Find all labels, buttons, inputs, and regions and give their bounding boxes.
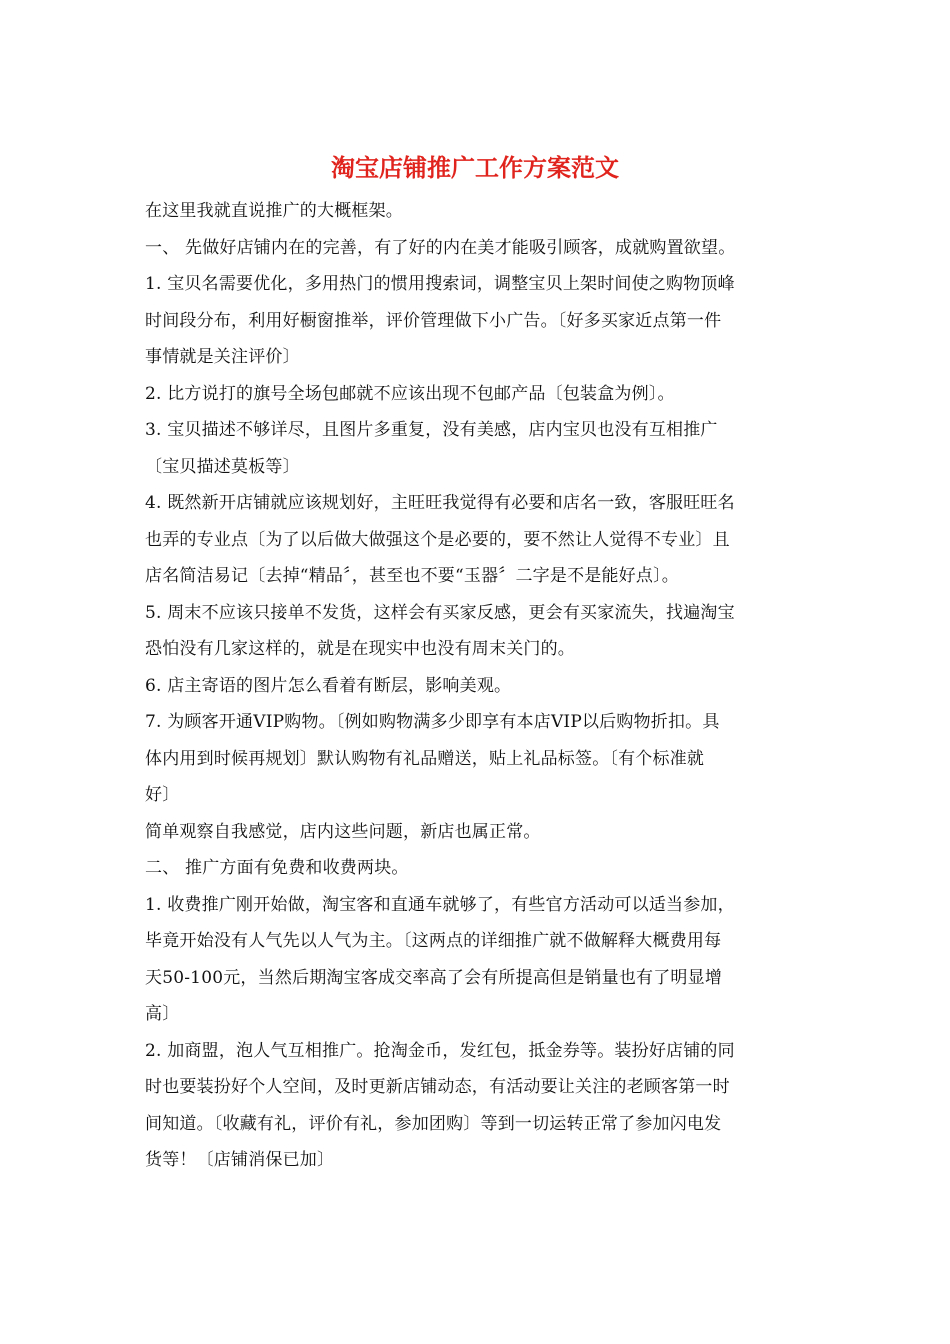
paragraph-line: 2. 加商盟，泡人气互相推广。抢淘金币，发红包，抵金券等。装扮好店铺的同 [145, 1040, 735, 1061]
paragraph-line: 毕竟开始没有人气先以人气为主。〔这两点的详细推广就不做解释大概费用每 [145, 931, 722, 951]
paragraph-line: 间知道。〔收藏有礼，评价有礼，参加团购〕等到一切运转正常了参加闪电发 [145, 1113, 722, 1134]
paragraph-line: 高〕 [145, 1004, 180, 1024]
paragraph-line: 货等！〔店铺消保已加〕 [145, 1150, 335, 1170]
paragraph-line: 〔宝贝描述莫板等〕 [145, 456, 300, 477]
paragraph-line: 也弄的专业点〔为了以后做大做强这个是必要的，要不然让人觉得不专业〕且 [145, 529, 730, 550]
paragraph-line: 在这里我就直说推广的大概框架。 [145, 201, 403, 221]
paragraph-line: 恐怕没有几家这样的，就是在现实中也没有周末关门的。 [145, 639, 575, 659]
document-title: 淘宝店铺推广工作方案范文 [331, 154, 619, 182]
paragraph-line: 店名简洁易记〔去掉“精品〞，甚至也不要“玉器〞二字是不是能好点〕。 [145, 566, 679, 586]
paragraph-line: 时也要装扮好个人空间，及时更新店铺动态，有活动要让关注的老顾客第一时 [145, 1077, 730, 1097]
document-body [145, 193, 805, 1179]
paragraph-line: 好〕 [145, 785, 180, 805]
paragraph-line: 1. 收费推广刚开始做，淘宝客和直通车就够了，有些官方活动可以适当参加， [145, 894, 735, 915]
paragraph-line: 4. 既然新开店铺就应该规划好，主旺旺我觉得有必要和店名一致，客服旺旺名 [145, 493, 735, 513]
paragraph-line: 3. 宝贝描述不够详尽，且图片多重复，没有美感，店内宝贝也没有互相推广 [145, 420, 718, 440]
paragraph-line: 1. 宝贝名需要优化，多用热门的惯用搜索词，调整宝贝上架时间使之购物顶峰 [145, 274, 735, 294]
paragraph-line: 5. 周末不应该只接单不发货，这样会有买家反感，更会有买家流失，找遍淘宝 [145, 602, 735, 623]
paragraph-line: 天50-100元，当然后期淘宝客成交率高了会有所提高但是销量也有了明显增 [145, 967, 723, 988]
paragraph-line: 简单观察自我感觉，店内这些问题，新店也属正常。 [145, 821, 541, 842]
paragraph-line: 二、 推广方面有免费和收费两块。 [145, 858, 409, 878]
paragraph-line: 一、 先做好店铺内在的完善，有了好的内在美才能吸引顾客，成就购置欲望。 [145, 237, 736, 258]
paragraph-line: 2. 比方说打的旗号全场包邮就不应该出现不包邮产品〔包装盒为例〕。 [145, 383, 675, 404]
paragraph-line: 体内用到时候再规划〕默认购物有礼品赠送，贴上礼品标签。〔有个标准就 [145, 748, 705, 769]
paragraph-line: 6. 店主寄语的图片怎么看着有断层，影响美观。 [145, 675, 512, 696]
paragraph-line: 时间段分布，利用好橱窗推举，评价管理做下小广告。〔好多买家近点第一件 [145, 310, 722, 331]
paragraph-line: 7. 为顾客开通VIP购物。〔例如购物满多少即享有本店VIP以后购物折扣。具 [145, 712, 720, 732]
paragraph-line: 事情就是关注评价〕 [145, 347, 300, 367]
